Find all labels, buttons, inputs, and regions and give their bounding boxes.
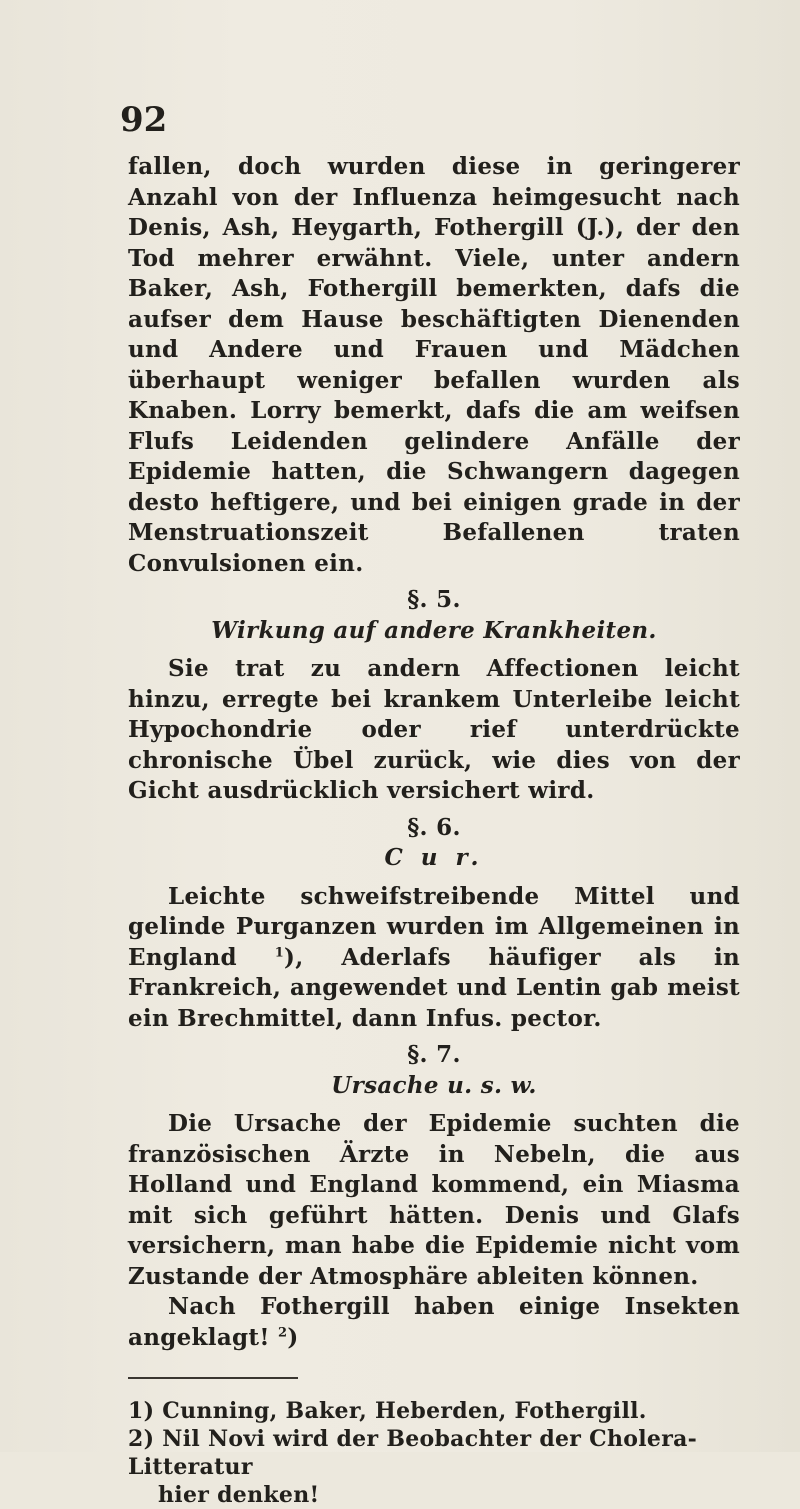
cure-text-a: Leichte schweifstreibende Mittel und gelinde Purganzen wurden im Allgemeinen in England <box>128 882 740 971</box>
footnote-ref-1[interactable]: 1 <box>274 944 285 960</box>
footnote-2 <box>128 1425 740 1481</box>
section-6-heading: §. 6. <box>407 813 461 841</box>
footnote-2-mark: 2) <box>128 1426 155 1452</box>
footnote-1-mark: 1) <box>128 1398 155 1424</box>
paragraph-cause: Die Ursache der Epidemie suchten die französischen Ärzte in Nebeln, die aus Holland und England kommend, ein Miasma mit sich geführt hätten. Denis und Glafs versichern, man habe die Epidemie nicht vom Zustande der Atmosphäre ableiten können. <box>128 1110 740 1290</box>
cure-text-b: ), Aderlafs häufiger als in Frankreich, angewendet und Lentin gab meist ein Brechmittel, dann Infus. pector. <box>128 943 740 1032</box>
footnote-2-continuation: hier denken! <box>158 1482 320 1508</box>
section-7-heading: §. 7. <box>407 1041 461 1068</box>
page-number: 92 <box>120 100 168 140</box>
page-body <box>128 152 740 1509</box>
paragraph-insects <box>128 1292 740 1353</box>
footnote-1 <box>128 1397 740 1425</box>
footnote-1-text: Cunning, Baker, Heberden, Fothergill. <box>162 1398 647 1424</box>
footnotes <box>128 1397 740 1509</box>
insects-text-a: Nach Fothergill haben einige Insekten angeklagt! <box>128 1293 740 1351</box>
paragraph-cure <box>128 882 740 1035</box>
paragraph-influenza-affected: fallen, doch wurden diese in geringerer Anzahl von der Influenza heimgesucht nach Denis, Ash, Heygarth, Fothergill (J.), der den Tod mehrer erwähnt. Viele, unter andern Baker, Ash, Fothergill bemerkten, dafs die aufser dem Hause beschäftigten Dienenden und Andere und Frauen und Mädchen überhaupt weniger befallen wurden als Knaben. Lorry bemerkt, dafs die am weifsen Flufs Leidenden gelindere Anfälle der Epidemie hatten, die Schwangern dagegen desto heftigere, und bei einigen grade in der Menstruationszeit Befallenen traten Convulsionen ein. <box>128 153 740 577</box>
section-5-heading: §. 5. <box>407 586 461 613</box>
insects-text-b: ) <box>287 1323 299 1351</box>
paragraph-other-diseases: Sie trat zu andern Affectionen leicht hinzu, erregte bei krankem Unterleibe leicht Hypochondrie oder rief unterdrückte chronische Übel zurück, wie dies von der Gicht ausdrücklich versichert wird. <box>128 655 740 804</box>
section-5-title: Wirkung auf andere Krankheiten. <box>211 616 657 644</box>
footnote-ref-2[interactable]: 2 <box>278 1324 288 1340</box>
section-7-title: Ursache u. s. w. <box>331 1071 537 1099</box>
footnote-divider <box>128 1377 298 1379</box>
section-6-title: C u r. <box>384 844 484 871</box>
footnote-2-text: Nil Novi wird der Beobachter der Cholera-Litteratur <box>128 1426 698 1480</box>
